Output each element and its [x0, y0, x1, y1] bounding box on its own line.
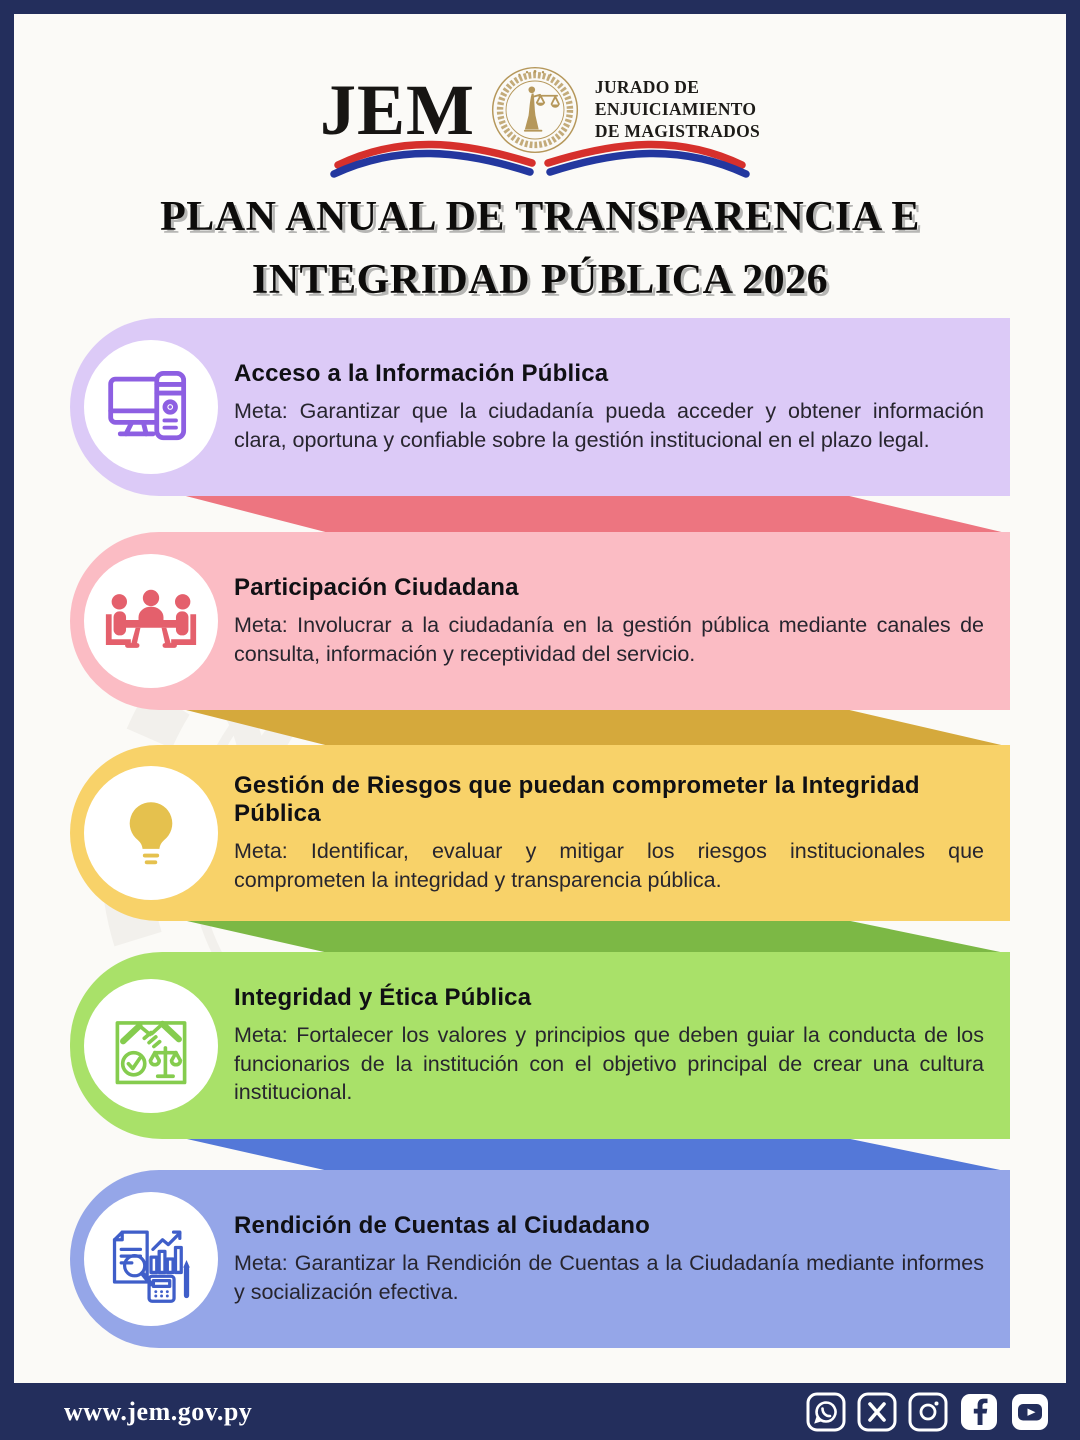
facebook-icon[interactable]: [959, 1392, 999, 1432]
section-integridad-etica: [70, 952, 1010, 1139]
ethics-handshake-document-icon: [103, 998, 199, 1094]
whatsapp-icon[interactable]: [806, 1392, 846, 1432]
icon-bubble: [84, 340, 218, 474]
section-rendicion-cuentas: [70, 1170, 1010, 1348]
meeting-people-icon: [103, 573, 199, 669]
section-participacion-ciudadana: [70, 532, 1010, 710]
page-title-line1: PLAN ANUAL DE TRANSPARENCIA E: [160, 194, 920, 240]
justice-emblem-icon: [489, 64, 581, 156]
section-heading: Integridad y Ética Pública: [234, 983, 532, 1011]
icon-bubble: [84, 554, 218, 688]
accountability-report-icon: [103, 1211, 199, 1307]
icon-bubble: [84, 1192, 218, 1326]
section-body: Meta: Fortalecer los valores y principios que deben guiar la conducta de los funcionarios de la institución con el objetivo principal de crear una cultura institucional.: [234, 1022, 984, 1105]
poster-body: [14, 14, 1066, 1383]
org-name: JURADO DE ENJUICIAMIENTO DE MAGISTRADOS: [594, 77, 761, 141]
section-body: Meta: Garantizar la Rendición de Cuentas a la Ciudadanía mediante informes y socialización efectiva.: [234, 1250, 984, 1304]
section-gestion-riesgos: [70, 745, 1010, 921]
jem-logo: [14, 64, 1066, 156]
icon-bubble: [84, 766, 218, 900]
footer-bar: [0, 1383, 1080, 1440]
page-title-line2: INTEGRIDAD PÚBLICA 2026: [251, 257, 829, 303]
instagram-icon[interactable]: [908, 1392, 948, 1432]
section-heading: Rendición de Cuentas al Ciudadano: [234, 1211, 650, 1239]
computer-icon: [103, 359, 199, 455]
section-acceso-informacion: [70, 318, 1010, 496]
section-heading: Acceso a la Información Pública: [234, 359, 609, 387]
section-heading: Participación Ciudadana: [234, 573, 519, 601]
youtube-icon[interactable]: [1010, 1392, 1050, 1432]
page-title: [14, 186, 1066, 312]
section-body: Meta: Involucrar a la ciudadanía en la gestión pública mediante canales de consulta, información y receptividad del servicio.: [234, 612, 984, 666]
section-body: Meta: Garantizar que la ciudadanía pueda acceder y obtener información clara, oportuna y confiable sobre la gestión institucional en el plazo legal.: [234, 398, 984, 452]
lightbulb-icon: [103, 785, 199, 881]
website-url: www.jem.gov.py: [64, 1396, 253, 1426]
section-heading: Gestión de Riesgos que puedan comprometer la Integridad Pública: [234, 771, 920, 827]
jem-acronym: JEM: [319, 70, 475, 150]
icon-bubble: [84, 979, 218, 1113]
section-body: Meta: Identificar, evaluar y mitigar los riesgos institucionales que comprometen la integridad y transparencia pública.: [234, 838, 984, 892]
social-icons: [806, 1392, 1050, 1432]
x-icon[interactable]: [857, 1392, 897, 1432]
